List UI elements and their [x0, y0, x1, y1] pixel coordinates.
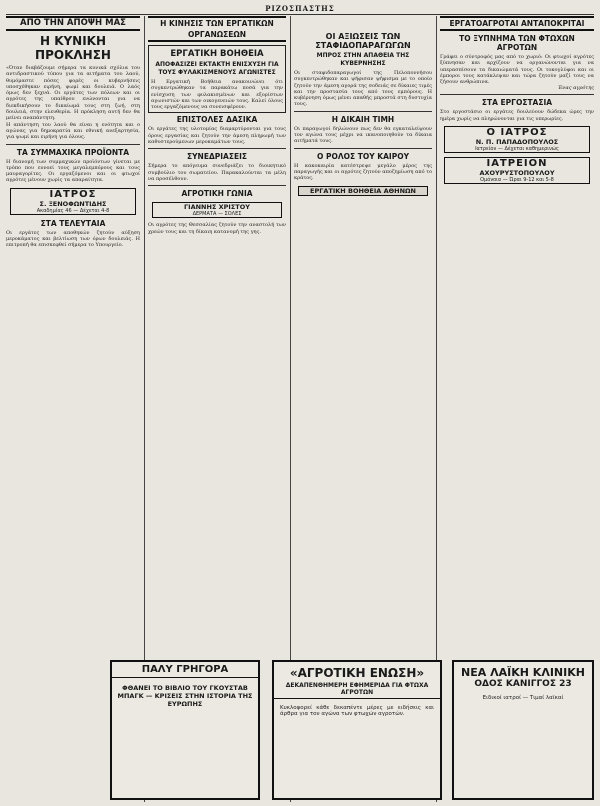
labour-aid-box [298, 186, 428, 196]
article-subheading: ΑΠΟΦΑΣΙΖΕΙ ΕΚΤΑΚΤΗ ΕΝΙΣΧΥΣΗ ΓΙΑ ΤΟΥΣ ΦΥΛΑΚΙΣΜΕΝΟΥΣ ΑΓΩΝΙΣΤΕΣ [155, 61, 279, 76]
doctor-advertisement [444, 126, 590, 153]
article-heading: Η ΔΙΚΑΙΗ ΤΙΜΗ [331, 114, 395, 124]
section-banner: ΕΡΓΑΤΟΑΓΡΟΤΑΙ ΑΝΤΑΠΟΚΡΙΤΑΙ [440, 16, 594, 31]
shop-advertisement [152, 202, 282, 218]
article-heading: Ο ΡΟΛΟΣ ΤΟΥ ΚΑΙΡΟΥ [316, 151, 410, 161]
article-subheading: ΜΠΡΟΣ ΣΤΗΝ ΑΠΑΘΕΙΑ ΤΗΣ ΚΥΒΕΡΝΗΣΗΣ [316, 52, 410, 67]
article-heading: ΣΤΑ ΤΕΛΕΥΤΑΙΑ [40, 218, 106, 228]
article-heading: ΣΤΑ ΕΡΓΟΣΤΑΣΙΑ [481, 98, 553, 108]
divider [294, 111, 432, 112]
masthead-title: ΡΙΖΟΣΠΑΣΤΗΣ [265, 3, 335, 13]
ad-line: ΔΕΡΜΑΤΑ — ΣΟΛΕΣ [192, 211, 242, 218]
masthead [6, 2, 594, 15]
ad-line: Ιατρείον — Δέχεται καθημερινώς [475, 146, 559, 153]
article-body: Η κακοκαιρία κατέστρεψε μεγάλο μέρος της παραγωγής και οι αγρότες ζητούν αποζημίωση από το κράτος. [294, 162, 432, 182]
section-banner: Η ΚΙΝΗΣΙΣ ΤΩΝ ΕΡΓΑΤΙΚΩΝ ΟΡΓΑΝΩΣΕΩΝ [148, 16, 286, 42]
article-body: Οι αγρότες της Θεσσαλίας ζητούν την αναστολή των χρεών τους και τη δίκαιη κατανομή της γης. [148, 222, 286, 235]
article-body: Οι εργάτες των αποθηκών ζητούν αύξηση μεροκάματος και βελτίωση των όρων δουλειάς. Η επιτροπή θα επισκεφθεί σήμερα το Υπουργείο. [6, 229, 140, 249]
ad-name: Ν. Π. ΠΑΠΑΔΟΠΟΥΛΟΣ [475, 138, 559, 147]
article-body: Η διανομή των συμμαχικών προϊόντων γίνεται με τρόπο που ευνοεί τους μεγαλεμπόρους και τους μαυραγορίτες. Οι εργαζόμενοι και οι φτωχοί αγρότες μένουν χωρίς τα απαραίτητα. [6, 158, 140, 184]
ad-subtitle: ΟΔΟΣ ΚΑΝΙΓΓΟΣ 23 [474, 679, 572, 689]
clinic-advertisement [452, 660, 594, 800]
article-signature: Ένας αγρότης [557, 85, 594, 92]
section-heading: ΑΠΟ ΤΗΝ ΑΠΟΨΗ ΜΑΣ [6, 16, 140, 31]
article-heading: ΣΥΝΕΔΡΙΑΣΕΙΣ [186, 152, 247, 162]
ad-title: ΠΑΛΥ ΓΡΗΓΟΡΑ [112, 662, 258, 678]
ad-title: ΕΡΓΑΤΙΚΗ ΒΟΗΘΕΙΑ ΑΘΗΝΩΝ [310, 186, 416, 195]
editorial-body: Η απάντηση του λαού θα είναι η ενότητα και ο αγώνας για δημοκρατία και εθνική ανεξαρτησία, για ψωμί και ειρήνη για όλους. [6, 121, 140, 141]
editorial-body: «Όταν διαβάζουμε σήμερα τα κυνικά σχόλια του αντιδραστικού τύπου για τα αιτήματα του λαού, θυμόμαστε πόσες φορές οι κυβερνήσεις υποσχέθηκαν ειρήνη, ψωμί και δουλειά. Ο λαός όμως δεν ξεχνά. Οι εργάτες των πόλεων και οι αγρότες της υπαίθρου ενώνονται για να διεκδικήσουν το δικαίωμά τους στη ζωή, στη δουλειά, στην ελευθερία. Η πρόκληση αυτή δεν θα μείνει αναπάντητη. [6, 65, 140, 122]
ad-title: ΙΑΤΡΟΣ [49, 188, 97, 200]
ad-title: «ΑΓΡΟΤΙΚΗ ΕΝΩΣΗ» [289, 666, 425, 680]
article-heading: ΕΡΓΑΤΙΚΗ ΒΟΗΘΕΙΑ [170, 49, 264, 59]
clinic-advertisement [444, 157, 590, 184]
article-body: Γράφει ο σύντροφός μας από το χωριό: Οι φτωχοί αγρότες ξύπνησαν και αρχίζουν να οργανώνονται για να υπερασπίσουν τα δικαιώματά τους. Οι τοκογλύφοι και οι έμποροι τους κατάκλεψαν και τώρα ζητούν μαζί τους να ζήσουν ανθρώπινα. [440, 54, 594, 86]
ad-subtitle: ΔΕΚΑΠΕΝΘΗΜΕΡΗ ΕΦΗΜΕΡΙΔΑ ΓΙΑ ΦΤΩΧΑ ΑΓΡΟΤΩΝ [274, 680, 440, 699]
article-heading: ΤΟ ΞΥΠΝΗΜΑ ΤΩΝ ΦΤΩΧΩΝ ΑΓΡΟΤΩΝ [459, 34, 575, 52]
article-box [148, 45, 286, 113]
ad-line: Ακαδημίας 46 — Δέχεται 4-8 [36, 207, 110, 214]
article-body: Στο εργοστάσιο οι εργάτες δουλεύουν δώδεκα ώρες την ημέρα χωρίς να πληρώνονται για τις υπερωρίες. [440, 109, 594, 122]
ad-line: Ομόνοια — Ώραι 9-12 και 5-8 [480, 177, 554, 184]
article-body: Σήμερα το απόγευμα συνεδριάζει το διοικητικό συμβούλιο του σωματείου. Παρακαλούνται τα μέλη να προσέλθουν. [148, 163, 286, 182]
ad-text: ΦΘΑΝΕΙ ΤΟ ΒΙΒΛΙΟ ΤΟΥ ΓΚΟΥΣΤΑΒ ΜΠΑΓΚ — ΚΡΙΣΕΙΣ ΣΤΗΝ ΙΣΤΟΡΙΑ ΤΗΣ ΕΥΡΩΠΗΣ [117, 684, 253, 708]
article-heading: ΟΙ ΑΞΙΩΣΕΙΣ ΤΩΝ ΣΤΑΦΙΔΟΠΑΡΑΓΩΓΩΝ [315, 32, 411, 50]
ad-title: Ο ΙΑΤΡΟΣ [486, 127, 548, 139]
ad-title: ΝΕΑ ΛΑΪΚΗ ΚΛΙΝΙΚΗ [461, 666, 585, 679]
divider [6, 144, 140, 145]
article-body: Η Εργατική Βοήθεια ανακοινώνει ότι συγκεντρώθηκαν τα παρακάτω ποσά για την ενίσχυση των φυλακισμένων και εξορίστων αγωνιστών και των οικογενειών τους. Καλεί όλους τους εργαζόμενους να συνεισφέρουν. [151, 79, 283, 111]
divider [148, 185, 286, 186]
editorial-headline: Η ΚΥΝΙΚΗ ΠΡΟΚΛΗΣΗ [35, 34, 111, 62]
article-body: Οι εργάτες της υλοτομίας διαμαρτύρονται για τους όρους εργασίας και ζητούν την άμεση πληρωμή των καθυστερούμενων μεροκαμάτων τους. [148, 126, 286, 146]
article-heading: ΑΓΡΟΤΙΚΗ ΓΩΝΙΑ [181, 189, 253, 199]
ad-text: Κυκλοφορεί κάθε δεκαπέντε μέρες με ειδήσεις και άρθρα για τον αγώνα των φτωχών αγροτών. [280, 705, 434, 717]
ad-name: ΓΙΑΝΝΗΣ ΧΡΙΣΤΟΥ [184, 203, 250, 212]
article-body: Οι σταφιδοπαραγωγοί της Πελοποννήσου συγκεντρώθηκαν και ψήφισαν ψήφισμα με το οποίο ζητούν την άμεση αγορά της σοδειάς σε δίκαιες τιμές και την προστασία τους από τους εμπόρους. Η κυβέρνηση όμως μένει απαθής μπροστά στη δυστυχία τους. [294, 70, 432, 108]
newspaper-advertisement [272, 660, 442, 800]
doctor-advertisement [10, 188, 136, 215]
ad-text: Ειδικοί ιατροί — Τιμαί λαϊκαί [482, 695, 564, 701]
article-heading: ΕΠΙΣΤΟΛΕΣ ΔΑΣΙΚΑ [176, 115, 258, 125]
book-advertisement [110, 660, 260, 800]
article-body: Οι παραγωγοί δηλώνουν πως δεν θα εγκαταλείψουν τον αγώνα τους μέχρι να ικανοποιηθούν τα δίκαια αιτήματά τους. [294, 125, 432, 145]
divider [294, 148, 432, 149]
ad-name: Σ. ΞΕΝΟΦΩΝΤΙΔΗΣ [39, 199, 107, 208]
divider [440, 94, 594, 95]
article-heading: ΤΑ ΣΥΜΜΑΧΙΚΑ ΠΡΟΪΟΝΤΑ [16, 147, 130, 157]
ad-name: ΑΧΟΥΡΥΣΤΟΠΟΥΛΟΥ [479, 169, 555, 178]
divider [148, 148, 286, 149]
ad-title: ΙΑΤΡΕΙΟΝ [486, 158, 548, 170]
